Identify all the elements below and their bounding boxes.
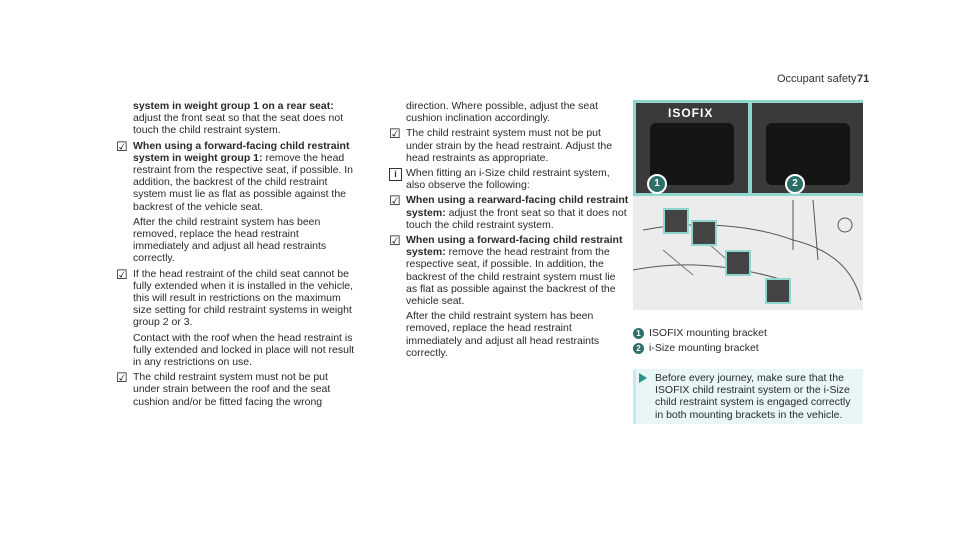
paragraph: After the child restraint system has been removed, replace the head restraint immediately and adjust all head restraints correctly.: [133, 215, 327, 265]
checklist-text: remove the head restraint from the respective seat, if possible. In addition, the backrest of the child restraint system must lie as flat as possible against the backrest of the vehicle seat.: [133, 151, 354, 213]
seat-line-drawing: [633, 100, 863, 310]
checklist-text: The child restraint system must not be put under strain by the head restraint. Adjust the head restraints as appropriate.: [406, 127, 613, 164]
checkbox-icon: ☑: [116, 266, 128, 282]
paragraph: After the child restraint system has been removed, replace the head restraint immediately and adjust all head restraints correctly.: [406, 310, 600, 359]
paragraph: Contact with the roof when the head restraint is fully extended and locked in place will not result in any restrictions on use.: [133, 331, 355, 369]
column-3: [633, 100, 863, 424]
callout-bar: [633, 369, 636, 424]
info-note: [389, 167, 629, 191]
checklist-text: remove the head restraint from the respective seat, if possible. In addition, the backrest of the child restraint system must lie as flat as possible against the backrest of the vehicle seat.: [406, 246, 616, 308]
figure-marker-2: 2: [785, 174, 805, 194]
callout-text: Before every journey, make sure that the ISOFIX child restraint system or the i-Size child restraint system is engaged correctly in both mounting brackets in the vehicle.: [655, 372, 851, 421]
checkbox-icon: ☑: [389, 126, 401, 142]
instruction-callout: [633, 369, 863, 424]
checklist-heading: When using a forward-facing child restraint system:: [406, 234, 623, 259]
paragraph-heading: system in weight group 1 on a rear seat:: [133, 100, 334, 112]
checkbox-icon: ☑: [389, 233, 401, 249]
figure-marker-1: 1: [647, 174, 667, 194]
legend-number: 2: [633, 343, 644, 354]
checkbox-icon: ☑: [116, 138, 128, 154]
legend-text: i-Size mounting bracket: [649, 342, 759, 354]
checklist-text: If the head restraint of the child seat cannot be fully extended when it is installed in the vehicle, this will result in restrictions on the maximum size setting for child restraint systems in weight group 2 or 3.: [133, 267, 354, 329]
bracket-detail-inset: [725, 250, 751, 276]
checklist-item: [116, 140, 356, 213]
checklist-heading: When using a forward-facing child restraint system in weight group 1:: [133, 139, 350, 164]
bracket-detail-inset: [691, 220, 717, 246]
figure-legend: [633, 327, 863, 355]
column-2: [389, 100, 629, 362]
legend-item: [633, 342, 863, 355]
checklist-item: [389, 127, 629, 164]
checklist-heading: When using a rearward-facing child restraint system:: [406, 194, 629, 219]
checkbox-icon: ☑: [116, 370, 128, 386]
legend-number: 1: [633, 328, 644, 339]
info-icon: i: [389, 168, 402, 181]
isofix-label: ISOFIX: [668, 106, 714, 120]
checklist-item: [389, 234, 629, 307]
bracket-detail-inset: [765, 278, 791, 304]
info-text: When fitting an i-Size child restraint system, also observe the following:: [406, 167, 610, 192]
running-header-title: Occupant safety: [777, 73, 857, 85]
checklist-item: [116, 371, 356, 408]
checklist-text: adjust the front seat so that it does not touch the child restraint system.: [406, 206, 627, 231]
isofix-figure: [633, 100, 863, 310]
checklist-item: [116, 268, 356, 329]
paragraph-continued: direction. Where possible, adjust the seat cushion inclination accordingly.: [406, 100, 599, 125]
triangle-arrow-icon: [639, 373, 647, 383]
checkbox-icon: ☑: [389, 193, 401, 209]
paragraph-text: adjust the front seat so that the seat does not touch the child restraint system.: [133, 112, 344, 137]
legend-text: ISOFIX mounting bracket: [649, 327, 767, 339]
legend-item: [633, 327, 863, 340]
paragraph-continued: [116, 100, 356, 137]
checklist-item: [389, 194, 629, 231]
bracket-detail-inset: [663, 208, 689, 234]
page-number: 71: [857, 73, 870, 85]
checklist-text: The child restraint system must not be put under strain between the roof and the seat cushion and/or be fitted facing the wrong: [133, 371, 331, 408]
column-1: [116, 100, 356, 411]
